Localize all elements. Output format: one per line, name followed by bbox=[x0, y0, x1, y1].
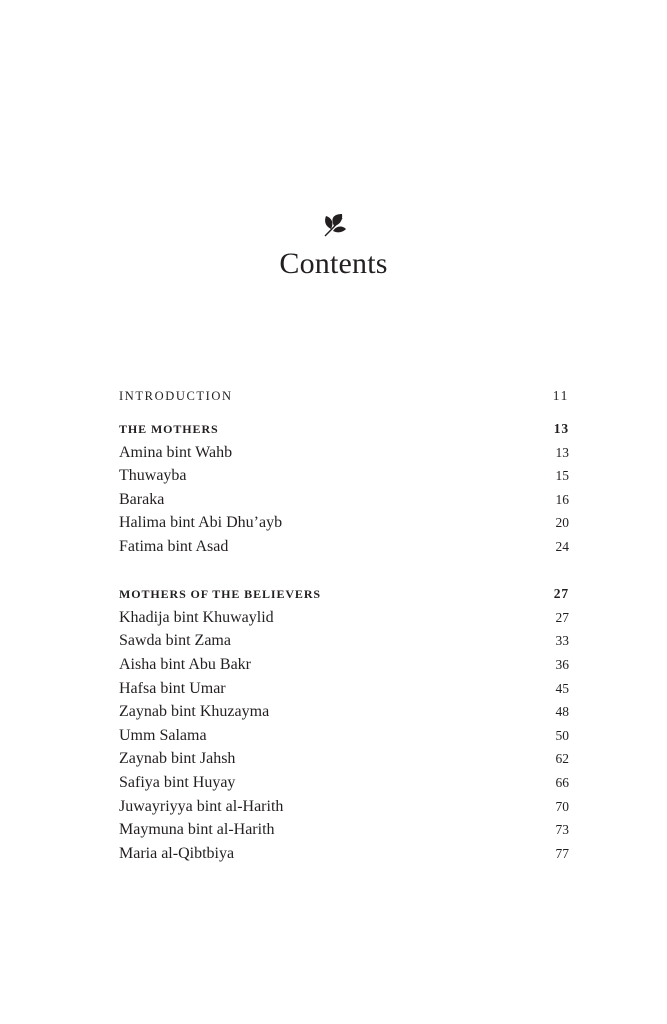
toc-entry[interactable] bbox=[119, 700, 569, 724]
toc-entry[interactable] bbox=[119, 629, 569, 653]
toc-entry-page: 62 bbox=[555, 751, 569, 767]
toc-entry-page: 20 bbox=[555, 515, 569, 531]
toc-section-label: THE MOTHERS bbox=[119, 422, 219, 437]
toc-entry-label: Maria al-Qibtbiya bbox=[119, 844, 235, 862]
toc-entry-label: Thuwayba bbox=[119, 467, 187, 485]
toc-entry[interactable] bbox=[119, 535, 569, 559]
toc-entry-page: 70 bbox=[555, 798, 569, 814]
toc-section-heading[interactable] bbox=[119, 417, 569, 441]
toc-entry[interactable] bbox=[119, 677, 569, 701]
toc-entry-page: 13 bbox=[555, 444, 569, 460]
toc-entry-page: 66 bbox=[555, 775, 569, 790]
toc-entry-page: 24 bbox=[555, 539, 569, 555]
toc-entry[interactable] bbox=[119, 724, 569, 748]
page-title: Contents bbox=[279, 247, 388, 280]
toc-entry-label: Maymuna bint al-Harith bbox=[119, 821, 275, 839]
toc-entry-page: 33 bbox=[555, 633, 569, 649]
toc-entry[interactable] bbox=[119, 747, 569, 771]
toc-entry-label: Halima bint Abi Dhu’ayb bbox=[119, 514, 283, 532]
toc-entry[interactable] bbox=[119, 842, 569, 866]
toc-entry-label: INTRODUCTION bbox=[119, 389, 233, 403]
toc-entry-page: 48 bbox=[555, 704, 569, 720]
toc-entry-page: 27 bbox=[555, 609, 569, 625]
toc-entry[interactable] bbox=[119, 606, 569, 630]
toc-section-heading[interactable] bbox=[119, 582, 569, 606]
toc-section-label: MOTHERS OF THE BELIEVERS bbox=[119, 587, 321, 602]
toc-entry-label: Safiya bint Huyay bbox=[119, 774, 236, 791]
toc-entry-label: Fatima bint Asad bbox=[119, 538, 229, 556]
toc-entry-label: Zaynab bint Jahsh bbox=[119, 750, 236, 768]
toc-entry-page: 36 bbox=[555, 657, 569, 673]
toc-section-page: 27 bbox=[553, 586, 569, 602]
toc-entry[interactable] bbox=[119, 818, 569, 842]
toc-entry-label: Hafsa bint Umar bbox=[119, 679, 226, 697]
toc-entry[interactable] bbox=[119, 464, 569, 488]
toc-entry-page: 73 bbox=[555, 822, 569, 838]
toc-entry[interactable] bbox=[119, 441, 569, 465]
toc-entry-page: 77 bbox=[555, 845, 569, 861]
toc-entry-label: Umm Salama bbox=[119, 726, 207, 744]
leaf-sprig-icon bbox=[322, 212, 348, 238]
toc-entry-introduction[interactable] bbox=[119, 384, 569, 408]
toc-entry[interactable] bbox=[119, 488, 569, 512]
toc-entry-label: Sawda bint Zama bbox=[119, 632, 231, 650]
toc-entry-label: Juwayriyya bint al-Harith bbox=[119, 797, 284, 815]
toc-entry-page: 45 bbox=[555, 680, 569, 696]
toc-entry[interactable] bbox=[119, 795, 569, 819]
toc-entry[interactable] bbox=[119, 771, 569, 795]
toc-entry-label: Zaynab bint Khuzayma bbox=[119, 703, 270, 721]
toc-entry-label: Amina bint Wahb bbox=[119, 443, 233, 461]
toc-entry[interactable] bbox=[119, 511, 569, 535]
toc-entry[interactable] bbox=[119, 653, 569, 677]
toc-section-page: 13 bbox=[553, 421, 569, 437]
toc-entry-label: Khadija bint Khuwaylid bbox=[119, 608, 274, 626]
toc-entry-label: Baraka bbox=[119, 490, 165, 508]
toc-entry-page: 11 bbox=[552, 388, 569, 403]
toc-entry-page: 50 bbox=[555, 727, 569, 743]
toc-entry-page: 16 bbox=[555, 491, 569, 507]
toc-entry-page: 15 bbox=[555, 468, 569, 484]
toc-entry-label: Aisha bint Abu Bakr bbox=[119, 656, 251, 674]
table-of-contents bbox=[119, 384, 569, 865]
